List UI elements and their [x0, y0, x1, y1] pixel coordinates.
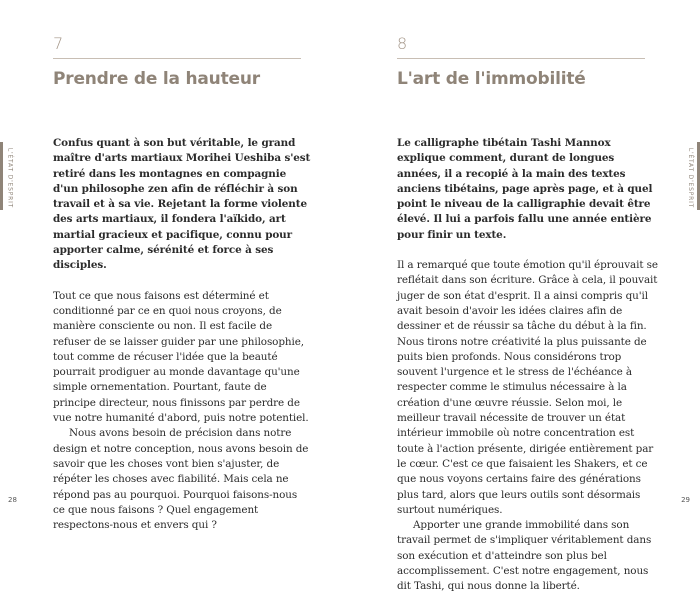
chapter-divider: [397, 58, 645, 59]
body-paragraph: Tout ce que nous faisons est déterminé et conditionné par ce en quoi nous croyons, de manière consciente ou non. Il est facile de refuser de se laisser guider par une philosophie, tout comme de récuser l'idée que la beauté pourrait prodiguer au monde davantage qu'une simple ornementation. Pourtant, faute de principe directeur, nous finissons par perdre de vue notre humanité d'abord, puis notre potentiel.: [53, 289, 309, 425]
lead-paragraph: Le calligraphe tibétain Tashi Mannox explique comment, durant de longues années, il a recopié à la main des textes anciens tibétains, page après page, et à quel point le niveau de la calligraphie devait être élevé. Il lui a parfois fallu une année entière pour finir un texte.: [397, 137, 653, 241]
lead-paragraph: Confus quant à son but véritable, le grand maître d'arts martiaux Morihei Ueshiba s'est retiré dans les montagnes en compagnie d'un philosophe zen afin de réfléchir à son travail et à sa vie. Rejetant la forme violente des arts martiaux, il fondera l'aïkido, art martial gracieux et pacifique, connu pour apporter calme, sérénité et force à ses disciples.: [53, 137, 311, 272]
body-text: [53, 136, 311, 533]
left-page: [0, 0, 350, 532]
body-paragraph: Nous avons besoin de précision dans notre design et notre conception, nous avons besoin de savoir que les choses vont bien s'ajuster, de répéter les choses avec fiabilité. Mais cela ne répond pas au pourquoi. Pourquoi faisons-nous ce que nous faisons ? Quel engagement respectons-nous et envers qui ?: [53, 427, 309, 532]
chapter-number: 7: [53, 34, 64, 53]
section-side-label: L'ÉTAT D'ESPRIT: [6, 147, 14, 209]
body-text: [397, 136, 661, 595]
page-number: 29: [681, 496, 690, 504]
body-paragraph: Il a remarqué que toute émotion qu'il éprouvait se reflétait dans son écriture. Grâce à cela, il pouvait juger de son état d'esprit. Il a ainsi compris qu'il avait besoin d'avoir les idées claires afin de dessiner et de réussir sa tâche du début à la fin. Nous tirons notre créativité la plus puissante de puits bien profonds. Nous considérons trop souvent l'urgence et le stress de l'échéance à respecter comme le stimulus nécessaire à la création d'une œuvre réussie. Selon moi, le meilleur travail nécessite de trouver un état intérieur immobile où notre concentration est toute à l'action présente, dirigée entièrement par le cœur. C'est ce que faisaient les Shakers, et ce que nous voyons certains faire des générations plus tard, alors que leurs outils sont désormais surtout numériques.: [397, 259, 658, 516]
chapter-title: Prendre de la hauteur: [53, 69, 260, 89]
chapter-title: L'art de l'immobilité: [397, 69, 586, 89]
chapter-divider: [53, 58, 301, 59]
chapter-number: 8: [397, 34, 408, 53]
section-side-label: L'ÉTAT D'ESPRIT: [686, 147, 694, 209]
body-paragraph: Apporter une grande immobilité dans son travail permet de s'impliquer véritablement dans son exécution et d'atteindre son plus bel accomplissement. C'est notre engagement, nous dit Tashi, qui nous donne la liberté.: [397, 519, 652, 593]
section-tab-marker: [0, 142, 3, 210]
right-page: [350, 0, 700, 593]
page-number: 28: [8, 496, 17, 504]
